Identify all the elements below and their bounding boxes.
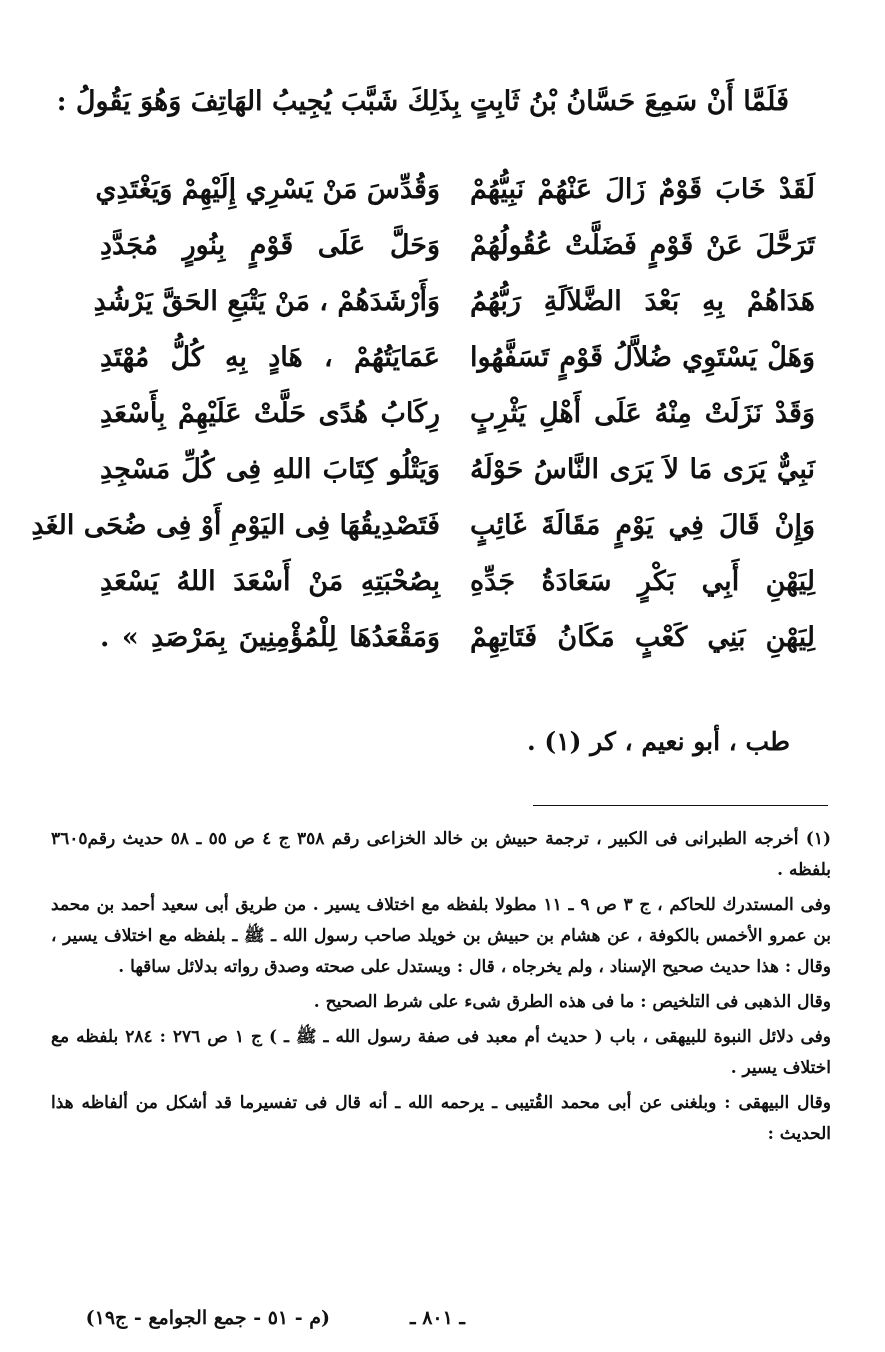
hemistich-second: رِكَابُ هُدًى حَلَّتْ عَلَيْهِمْ بِأَسْعَدِ	[100, 398, 440, 429]
hemistich-second: فَتَصْدِيقُهَا فِى اليَوْمِ أَوْ فِى ضُحَى الغَدِ	[31, 510, 440, 541]
hemistich-first: هَدَاهُمْ بِهِ بَعْدَ الضَّلاَلَةِ رَبُّهُمُ	[470, 286, 815, 317]
footnote-paragraph: وقال الذهبى فى التلخيص : ما فى هذه الطرق شىء على شرط الصحيح .	[313, 992, 831, 1012]
hemistich-first: لِيَهْنِ أَبِي بَكْرٍ سَعَادَةُ جَدِّهِ	[470, 566, 815, 597]
page-number: ـ ٨٠١ ـ	[410, 1307, 465, 1329]
footnote-marker: (١)	[805, 829, 832, 849]
verse-2	[0, 224, 885, 280]
footnote-paragraph: وفى دلائل النبوة للبيهقى ، باب ( حديث أم معبد فى صفة رسول الله ـ ﷺ ـ ) ج ١ ص ٢٧٦ : ٢٨٤ بلفظه مع اختلاف يسير .	[51, 1027, 831, 1078]
hemistich-first: تَرَحَّلَ عَنْ قَوْمٍ فَضَلَّتْ عُقُولُهُمْ	[470, 230, 815, 261]
hemistich-second: وَيَتْلُو كِتَابَ اللهِ فِى كُلِّ مَسْجِدِ	[100, 454, 440, 485]
verse-9	[0, 616, 885, 672]
verse-1	[0, 168, 885, 224]
verse-4	[0, 336, 885, 392]
footnote-text: أخرجه الطبرانى فى الكبير ، ترجمة حبيش بن خالد الخزاعى رقم ٣٥٨ ج ٤ ص ٥٥ ـ ٥٨ حديث رقم٣٦٠٥ بلفظه .	[51, 829, 831, 880]
verse-6	[0, 448, 885, 504]
footnotes	[51, 824, 831, 1154]
verse-8	[0, 560, 885, 616]
source-citation: طب ، أبو نعيم ، كر (١) .	[526, 727, 790, 756]
hemistich-second: بِصُحْبَتِهِ مَنْ أَسْعَدَ اللهُ يَسْعَدِ	[100, 566, 440, 597]
page-footer	[0, 1302, 885, 1334]
hemistich-first: وَإِنْ قَالَ فِي يَوْمٍ مَقَالَةَ غَائِبٍ	[470, 510, 815, 541]
footnote-1	[51, 824, 831, 886]
verse-3	[0, 280, 885, 336]
footnote-divider	[533, 805, 828, 806]
intro-line: فَلَمَّا أَنْ سَمِعَ حَسَّانُ بْنُ ثَابِتٍ بِذَلِكَ شَبَّبَ يُجِيبُ الهَاتِفَ وَهُوَ يَقُولُ :	[56, 86, 789, 117]
hemistich-second: وَحَلَّ عَلَى قَوْمٍ بِنُورٍ مُجَدَّدِ	[100, 230, 440, 261]
poem	[0, 168, 885, 672]
verse-5	[0, 392, 885, 448]
footnote-paragraph: وقال البيهقى : وبلغنى عن أبى محمد القُتيبى ـ يرحمه الله ـ أنه قال فى تفسيرما قد أشكل من ألفاظه هذا الحديث :	[51, 1093, 831, 1144]
hemistich-first: لَقَدْ خَابَ قَوْمٌ زَالَ عَنْهُمْ نَبِيُّهُمْ	[470, 174, 815, 205]
hemistich-second: وَمَقْعَدُهَا لِلْمُؤْمِنِينَ بِمَرْصَدِ » .	[100, 622, 440, 653]
signature-mark: (م - ٥١ - جمع الجوامع - ج١٩)	[85, 1307, 330, 1329]
hemistich-first: نَبِيٌّ يَرَى مَا لاَ يَرَى النَّاسُ حَوْلَهُ	[470, 454, 815, 485]
hemistich-first: وَهَلْ يَسْتَوِي ضُلاَّلُ قَوْمٍ تَسَفَّهُوا	[470, 342, 815, 373]
hemistich-second: وَأَرْشَدَهُمْ ، مَنْ يَتْبَعِ الحَقَّ يَرْشُدِ	[93, 286, 440, 317]
hemistich-first: وَقَدْ نَزَلَتْ مِنْهُ عَلَى أَهْلِ يَثْرِبٍ	[470, 398, 815, 429]
hemistich-first: لِيَهْنِ بَنِي كَعْبٍ مَكَانُ فَتَاتِهِمْ	[470, 622, 815, 653]
hemistich-second: عَمَايَتُهُمْ ، هَادٍ بِهِ كُلُّ مُهْتَدِ	[100, 342, 440, 373]
footnote-paragraph: وفى المستدرك للحاكم ، ج ٣ ص ٩ ـ ١١ مطولا بلفظه مع اختلاف يسير . من طريق أبى سعيد أحمد بن محمد بن عمرو الأخمس بالكوفة ، عن هشام بن حبيش بن خويلد صاحب رسول الله ـ ﷺ ـ بلفظه مع اختلاف يسير ، وقال : هذا حديث صحيح الإسناد ، ولم يخرجاه ، قال : ويستدل على صحته وصدق رواته بدلائل ساقها .	[51, 895, 831, 977]
verse-7	[0, 504, 885, 560]
hemistich-second: وَقُدِّسَ مَنْ يَسْرِي إِلَيْهِمْ وَيَغْتَدِي	[95, 174, 440, 205]
